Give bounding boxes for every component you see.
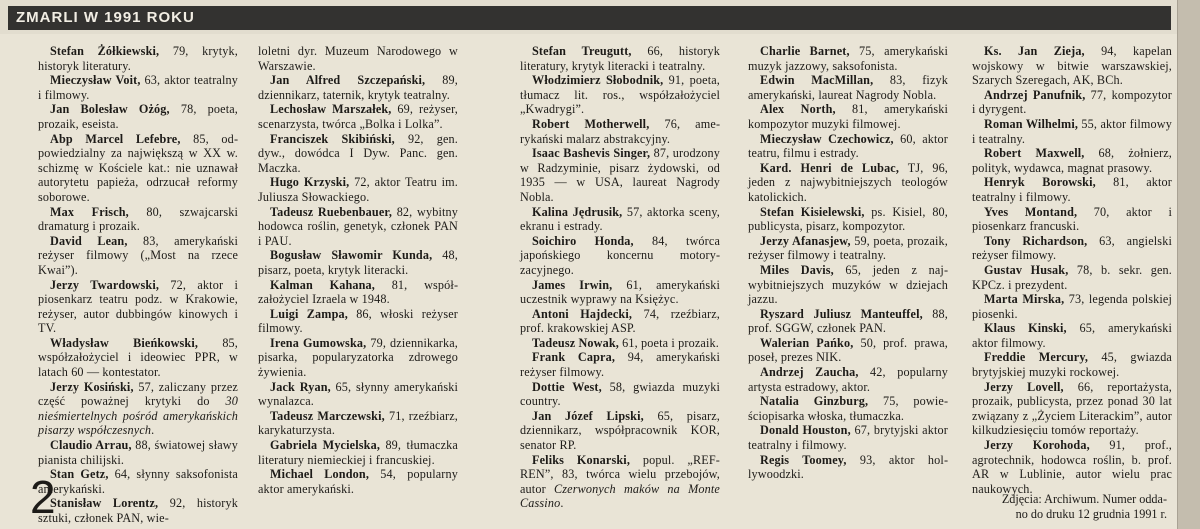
person-name: Hugo Krzyski, [270,175,350,190]
person-name: Bogusław Sławomir Kunda, [270,248,433,263]
entry-description: 88, prof. SGGW, członek PAN. [748,306,948,336]
obituary-entry [520,205,720,234]
obituary-entry [38,380,238,438]
person-name: Stefan Żółkiewski, [50,44,160,58]
person-name: Jerzy Korohoda, [984,438,1090,453]
entry-description: 84, twórca japońskiego koncernu motoryzacyjnego. [520,233,721,277]
obituary-entry [748,234,948,263]
page-title: ZMARLI W 1991 ROKU [8,6,1171,30]
entry-description: 67, brytyjski aktor teatralny i filmowy. [748,423,948,453]
entry-description: 73, legenda polskiej piosenki. [972,292,1173,321]
obituary-entry [520,409,720,453]
obituary-entry [520,234,720,278]
obituary-entry [748,132,948,161]
obituary-entry [520,44,720,73]
entry-description: 94, kapelan wojskowy w bitwie warszawskiej, Szarych Szeregach, AK, BCh. [972,44,1172,88]
entry-description: 81, amerykański kompozytor muzyki filmowej. [748,102,948,131]
entry-description: 59, poeta, prozaik, reżyser filmowy i teatralny. [748,233,948,263]
person-name: Jerzy Lovell, [984,379,1064,394]
person-name: Jerzy Kosiński, [50,379,134,394]
entry-description: TJ, 96, jeden z najwybitniejszych teologów katolickich. [748,160,949,204]
entry-description: 65, pisarz, dziennikarz, współpracownik KOR, senator RP. [520,408,721,453]
obituary-entry [258,248,458,277]
entry-description: 61, poeta i prozaik. [618,335,719,350]
obituary-entry [972,263,1172,292]
entry-description: 42, popularny artysta estradowy, aktor. [748,365,948,394]
person-name: Gabriela Mycielska, [270,438,381,453]
entry-description: 79, dziennikarka, pisarka, popularyzatorka zdrowego żywienia. [258,335,458,380]
person-name: Antoni Hajdecki, [532,306,633,321]
entry-description: popul. „REF-REN”, 83, twórca wielu przebojów, autor [520,452,720,496]
entry-description: 94, amerykański reżyser filmowy. [520,350,721,380]
entry-tail: . [560,496,564,511]
obituary-entry [258,278,458,307]
entry-description: 85, współzałożyciel i ideowiec PPR, w latach 60 — kontestator. [38,335,238,380]
person-name: Ryszard Juliusz Manteuffel, [760,306,923,321]
person-name: Kard. Henri de Lubac, [760,160,900,175]
obituary-entry [258,467,458,496]
obituary-entry [38,496,238,525]
person-name: Włodzimierz Słobodnik, [532,73,664,88]
entry-description: 75, powieściopisarka włoska, tłumaczka. [748,394,948,423]
person-name: Miles Davis, [760,262,834,277]
person-name: Stefan Treugutt, [532,44,632,58]
entry-description: 88, światowej sławy pianista chilijski. [38,438,238,467]
obituary-entry [520,117,720,146]
entry-description: 93, aktor hollywoodzki. [748,452,949,482]
obituary-entry [972,321,1172,350]
obituary-entry [258,307,458,336]
obituary-entry [38,132,238,205]
obituary-entry [748,102,948,131]
person-name: Luigi Zampa, [270,306,348,321]
entry-description: 65, amerykański aktor filmowy. [972,321,1172,350]
page-edge [1177,0,1200,529]
obituary-entry [972,146,1172,175]
obituary-entry [258,132,458,176]
person-name: David Lean, [50,233,128,248]
entry-description: 79, krytyk, historyk literatury. [38,44,238,73]
obituary-entry [258,102,458,131]
entry-description: 70, aktor i piosenkarz francuski. [972,204,1172,234]
entry-description: 83, fizyk amerykański, laureat Nagrody Nobla. [748,73,948,102]
person-name: Andrzej Panufnik, [984,87,1086,102]
person-name: Jack Ryan, [270,379,331,394]
person-name: Frank Capra, [532,350,616,365]
person-name: Isaac Bashevis Singer, [532,146,651,161]
person-name: Edwin MacMillan, [760,73,874,88]
person-name: Gustav Husak, [984,262,1069,277]
person-name: Lechosław Marszałek, [270,102,392,117]
obituary-entry [972,350,1172,379]
person-name: Andrzej Zaucha, [760,365,859,380]
entry-description: 83, amerykański reżyser filmowy („Most na rzece Kwai”). [38,233,239,277]
obituary-entry [972,438,1172,496]
column-3 [520,44,720,511]
obituary-entry [258,409,458,438]
entry-description: 55, aktor filmowy i teatralny. [972,116,1172,146]
person-name: Walerian Pańko, [760,335,854,350]
person-name: Roman Wilhelmi, [984,116,1079,131]
obituary-entry [748,423,948,452]
entry-description: 81, aktor teatralny i filmowy. [972,175,1172,204]
entry-description: 92, historyk sztuki, członek PAN, wie- [38,496,238,525]
person-name: Franciszek Skibiński, [270,131,395,146]
entry-description: 48, pisarz, poeta, krytyk literacki. [258,248,458,277]
obituary-entry [972,205,1172,234]
entry-description: 58, gwiazda muzyki country. [520,379,720,409]
entry-description: 82, wybitny hodowca roślin, genetyk, członek PAN i PAU. [258,204,459,248]
person-name: Tony Richardson, [984,233,1088,248]
person-name: Alex North, [760,102,836,117]
entry-description: 91, poeta, tłumacz lit. ros., współzałożyciel „Kwadrygi”. [520,73,720,117]
obituary-entry [748,263,948,307]
person-name: Stanisław Lorentz, [50,496,159,511]
entry-description: 72, aktor Teatru im. Juliusza Słowackiego. [258,175,458,204]
column-1 [38,44,238,526]
obituary-entry [38,438,238,467]
person-name: Jan Józef Lipski, [532,408,644,423]
entry-description: loletni dyr. Muzeum Narodowego w Warszawie. [258,44,458,73]
entry-description: 87, urodzony w Radzyminie, pisarz żydowski, od 1935 — w USA, laureat Nagrody Nobla. [520,146,721,204]
person-name: Tadeusz Ruebenbauer, [270,204,393,219]
entry-description: 89, dziennikarz, taternik, krytyk teatralny. [258,73,458,102]
entry-description: 75, amerykański muzyk jazzowy, saksofonista. [748,44,948,73]
person-name: Irena Gumowska, [270,335,367,350]
entry-description: 69, reżyser, scenarzysta, twórca „Bolka i Lolka”. [258,102,458,131]
person-name: Yves Montand, [984,204,1078,219]
entry-description: 60, aktor teatru, filmu i estrady. [748,131,948,161]
obituary-entry [38,73,238,102]
entry-description: 66, historyk literatury, krytyk literacki i teatralny. [520,44,720,73]
entry-description: 65, jeden z najwybitniejszych muzyków w dziejach jazzu. [748,262,948,307]
entry-description: 78, poeta, prozaik, eseista. [38,102,238,131]
obituary-entry [972,234,1172,263]
entry-tail: . [151,423,155,438]
obituary-entry [972,88,1172,117]
person-name: Regis Toomey, [760,452,847,467]
obituary-entry [520,453,720,511]
entry-description: 81, współzałożyciel Izraela w 1948. [258,277,458,307]
credits-line-1: Zdjęcia: Archiwum. Numer odda- [1001,492,1167,506]
obituary-entry [748,453,948,482]
obituary-entry [258,175,458,204]
obituary-entry [972,292,1172,321]
person-name: Natalia Ginzburg, [760,394,869,409]
obituary-entry [520,307,720,336]
entry-description: 78, b. sekr. gen. KPCz. i prezydent. [972,262,1172,292]
obituary-entry [972,117,1172,146]
entry-description: 54, popularny aktor amerykański. [258,467,458,496]
person-name: Jan Bolesław Ożóg, [50,102,170,117]
entry-title-italic: 30 nieśmiertelnych pośród amerykańskich pisarzy współczesnych [38,394,238,438]
entry-description: 92, gen. dyw., dowódca I Dyw. Panc. gen. Maczka. [258,131,458,175]
entry-description: 85, odpowiedzialny za największą w XX w. schizmę w Kościele kat.: nie uznawał autorytetu papieża, odrzucał reformy soborowe. [38,131,238,204]
person-name: Jerzy Twardowski, [50,277,160,292]
entry-description: 66, reportażysta, prozaik, publicysta, przez ponad 30 lat związany z „Życiem Literackim”, autor kilkudziesięciu tomów reportaży. [972,379,1172,438]
obituary-entry [258,44,458,73]
entry-description: 64, słynny saksofonista amerykański. [38,467,238,496]
entry-description: 61, amerykański uczestnik wyprawy na Księżyc. [520,277,720,307]
entry-description: 50, prof. prawa, poseł, prezes NIK. [748,335,948,365]
obituary-entry [748,365,948,394]
obituary-entry [748,161,948,205]
person-name: Marta Mirska, [984,292,1065,307]
entry-description: 74, rzeźbiarz, prof. krakowskiej ASP. [520,306,720,336]
obituary-entry [258,205,458,249]
entry-description: 68, żołnierz, polityk, wydawca, magnat prasowy. [972,146,1172,175]
entry-description: 89, tłumaczka literatury niemieckiej i francuskiej. [258,438,458,467]
obituary-entry [748,73,948,102]
person-name: Henryk Borowski, [984,175,1096,190]
person-name: Dottie West, [532,379,602,394]
obituary-entry [972,380,1172,438]
entry-description: 80, szwajcarski dramaturg i prozaik. [38,204,239,234]
page-number: 2 [30,471,56,523]
entry-description: 86, włoski reżyser filmowy. [258,306,458,336]
obituary-entry [38,205,238,234]
obituary-entry [520,336,720,351]
person-name: Feliks Konarski, [532,452,631,467]
person-name: Stan Getz, [50,467,109,482]
person-name: Abp Marcel Lefebre, [50,131,181,146]
person-name: Ks. Jan Zieja, [984,44,1085,58]
person-name: Stefan Kisielewski, [760,204,865,219]
entry-description: 65, słynny amerykański wynalazca. [258,379,458,409]
entry-description: 72, aktor i piosenkarz teatru podz. w Krakowie, reżyser, autor dubbingów kinowych i TV. [38,277,238,336]
obituary-entry [258,73,458,102]
person-name: Robert Motherwell, [532,116,650,131]
obituary-entry [748,336,948,365]
person-name: Claudio Arrau, [50,438,132,453]
person-name: Kalman Kahana, [270,277,375,292]
obituary-entry [258,438,458,467]
person-name: James Irwin, [532,277,613,292]
obituary-entry [748,44,948,73]
obituary-entry [38,102,238,131]
person-name: Michael London, [270,467,370,482]
obituary-entry [258,336,458,380]
obituary-entry [38,467,238,496]
obituary-entry [38,234,238,278]
entry-description: 63, aktor teatralny i filmowy. [38,73,238,102]
photo-credits [942,492,1167,521]
obituary-entry [972,175,1172,204]
column-2 [258,44,458,496]
obituary-entry [972,44,1172,88]
obituary-entry [258,380,458,409]
person-name: Jan Alfred Szczepański, [270,73,426,88]
obituary-entry [748,205,948,234]
person-name: Jerzy Afanasjew, [760,233,851,248]
entry-description: 71, rzeźbiarz, karykaturzysta. [258,408,458,438]
obituary-entry [38,44,238,73]
entry-description: 77, kompozytor i dyrygent. [972,87,1172,117]
person-name: Klaus Kinski, [984,321,1067,336]
entry-description: 57, aktorka sceny, ekranu i estrady. [520,204,720,234]
person-name: Mieczysław Voit, [50,73,141,88]
entry-description: 45, gwiazda brytyjskiej muzyki rockowej. [972,350,1172,380]
person-name: Max Frisch, [50,204,129,219]
entry-description: 76, amerykański malarz abstrakcyjny. [520,116,720,146]
person-name: Kalina Jędrusik, [532,204,623,219]
obituary-entry [38,278,238,336]
column-4 [748,44,948,482]
person-name: Władysław Bieńkowski, [50,335,199,350]
person-name: Tadeusz Nowak, [532,335,619,350]
person-name: Charlie Barnet, [760,44,850,58]
entry-description: 57, zaliczany przez część poważnej krytyki do [38,379,238,409]
entry-description: 63, angielski reżyser filmowy. [972,233,1172,263]
person-name: Robert Maxwell, [984,146,1085,161]
obituary-entry [748,307,948,336]
person-name: Mieczysław Czechowicz, [760,131,894,146]
obituary-entry [520,380,720,409]
entry-description: 91, prof., agrotechnik, hodowca roślin, b. prof. AR w Lublinie, autor wielu prac naukowych. [972,438,1172,496]
entry-description: ps. Kisiel, 80, publicysta, pisarz, kompozytor. [748,204,949,234]
obituary-entry [520,73,720,117]
person-name: Soichiro Honda, [532,233,634,248]
credits-line-2: no do druku 12 grudnia 1991 r. [1015,506,1167,521]
obituary-entry [748,394,948,423]
obituary-entry [520,146,720,204]
obituary-entry [520,278,720,307]
obituary-entry [38,336,238,380]
person-name: Tadeusz Marczewski, [270,408,385,423]
person-name: Donald Houston, [760,423,851,438]
person-name: Freddie Mercury, [984,350,1089,365]
entry-title-italic: Czerwonych maków na Monte Cassino [520,481,720,511]
column-5 [972,44,1172,496]
obituary-entry [520,350,720,379]
